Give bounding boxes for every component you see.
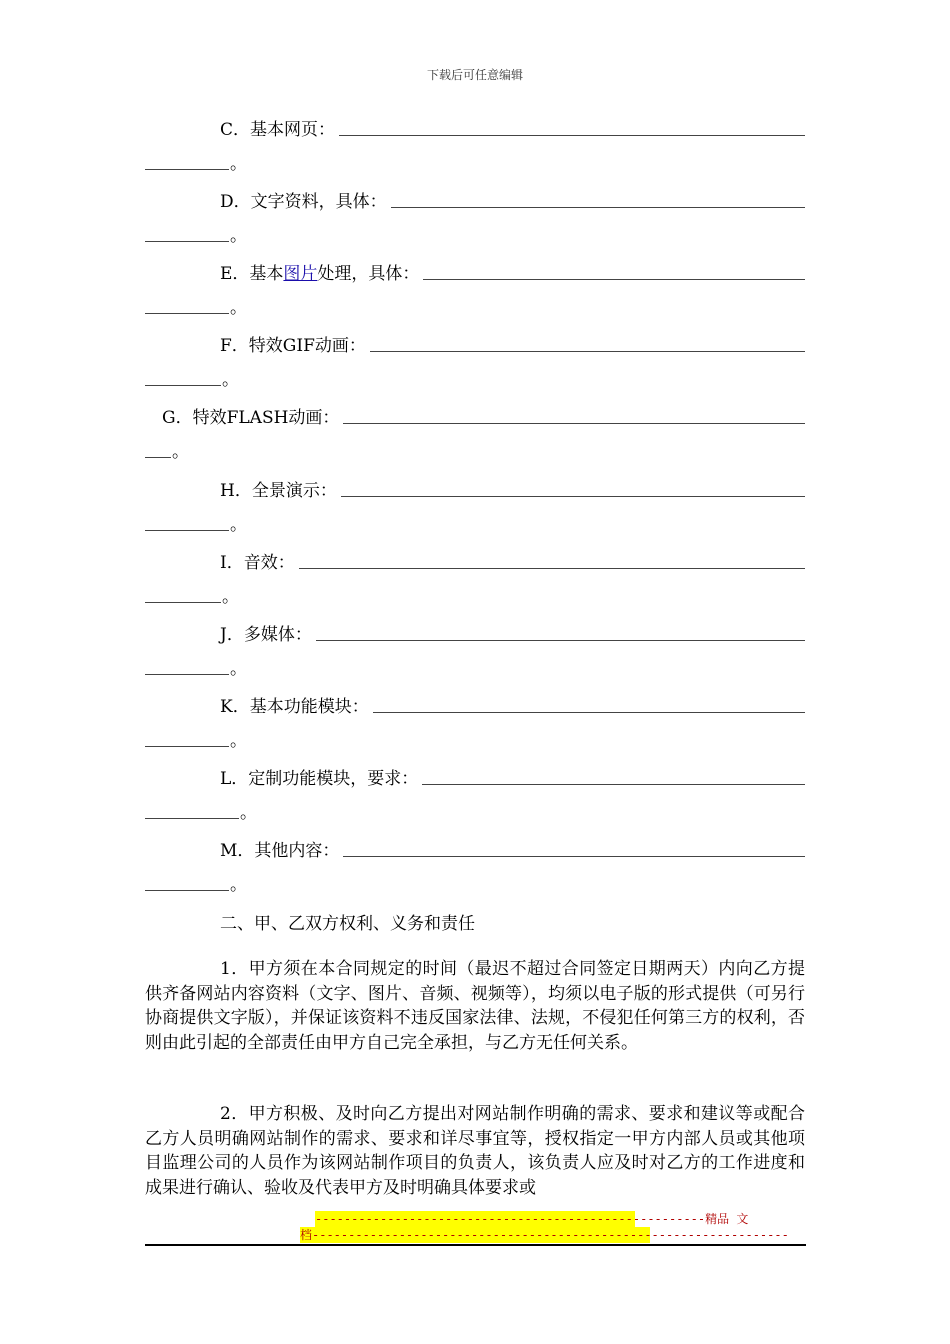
item-c	[145, 116, 805, 176]
footer-rule	[145, 1244, 806, 1246]
item-end: 。	[230, 731, 247, 751]
item-g	[145, 404, 805, 464]
blank-line	[145, 601, 221, 603]
item-e	[145, 260, 805, 320]
item-i	[145, 549, 805, 609]
page-footer	[145, 1208, 805, 1248]
item-j	[145, 621, 805, 681]
item-end: 。	[240, 803, 257, 823]
blank-line	[316, 639, 805, 641]
blank-line	[145, 745, 229, 747]
item-label: G．特效FLASH动画：	[162, 408, 340, 428]
item-h	[145, 477, 805, 537]
blank-line	[391, 206, 805, 208]
paragraph-2: 2．甲方积极、及时向乙方提出对网站制作明确的需求、要求和建议等或配合乙方人员明确网站制作的需求、要求和详尽事宜等，授权指定一甲方内部人员或其他项目监理公司的人员作为该网站制作项目的负责人，该负责人应及时对乙方的工作进度和成果进行确认、验收及代表甲方及时明确具体要求或	[145, 1104, 805, 1198]
blank-line	[299, 567, 805, 569]
blank-line	[370, 350, 805, 352]
item-label: K．基本功能模块：	[220, 697, 369, 717]
item-label: H．全景演示：	[220, 481, 337, 501]
page-header: 下载后可任意编辑	[426, 68, 523, 82]
blank-line	[145, 384, 221, 386]
item-end: 。	[230, 515, 247, 535]
item-end: 。	[230, 226, 247, 246]
item-end: 。	[230, 875, 247, 895]
item-end: 。	[222, 370, 239, 390]
blank-line	[145, 889, 229, 891]
footer-banner-line-1: ------------------------------------------------------精品 文	[315, 1212, 749, 1226]
blank-line	[145, 168, 229, 170]
item-end: 。	[230, 659, 247, 679]
blank-line	[145, 529, 229, 531]
item-m	[145, 837, 805, 897]
blank-line	[145, 817, 239, 819]
item-label: E．基本图片处理，具体：	[220, 264, 420, 284]
blank-line	[145, 240, 229, 242]
item-l	[145, 765, 805, 825]
blank-line	[145, 456, 171, 458]
item-end: 。	[172, 442, 189, 462]
item-k	[145, 693, 805, 753]
blank-line	[145, 673, 229, 675]
section-title: 二、甲、乙双方权利、义务和责任	[220, 914, 475, 934]
blank-line	[423, 278, 805, 280]
blank-line	[343, 422, 805, 424]
blank-line	[145, 312, 229, 314]
blank-line	[341, 495, 805, 497]
item-label: J．多媒体：	[220, 625, 312, 645]
item-label: D．文字资料，具体：	[220, 192, 387, 212]
blank-line	[343, 855, 805, 857]
image-link[interactable]: 图片	[283, 264, 318, 284]
item-label: L．定制功能模块，要求：	[220, 769, 419, 789]
blank-line	[373, 711, 805, 713]
blank-line	[422, 783, 805, 785]
item-label: C．基本网页：	[220, 120, 336, 140]
paragraph-1: 1．甲方须在本合同规定的时间（最迟不超过合同签定日期两天）内向乙方提供齐备网站内容资料（文字、图片、音频、视频等），均须以电子版的形式提供（可另行协商提供文字版），并保证该资料不违反国家法律、法规，不侵犯任何第三方的权利，否则由此引起的全部责任由甲方自己完全承担，与乙方无任何关系。	[145, 959, 805, 1053]
blank-line	[339, 134, 805, 136]
item-end: 。	[230, 154, 247, 174]
item-end: 。	[230, 298, 247, 318]
item-end: 。	[222, 587, 239, 607]
item-label: I．音效：	[220, 553, 295, 573]
item-label: M．其他内容：	[220, 841, 340, 861]
item-f	[145, 332, 805, 392]
item-d	[145, 188, 805, 248]
item-label: F．特效GIF动画：	[220, 336, 366, 356]
footer-banner-line-2: 档------------------------------------------------------------------	[300, 1228, 789, 1242]
